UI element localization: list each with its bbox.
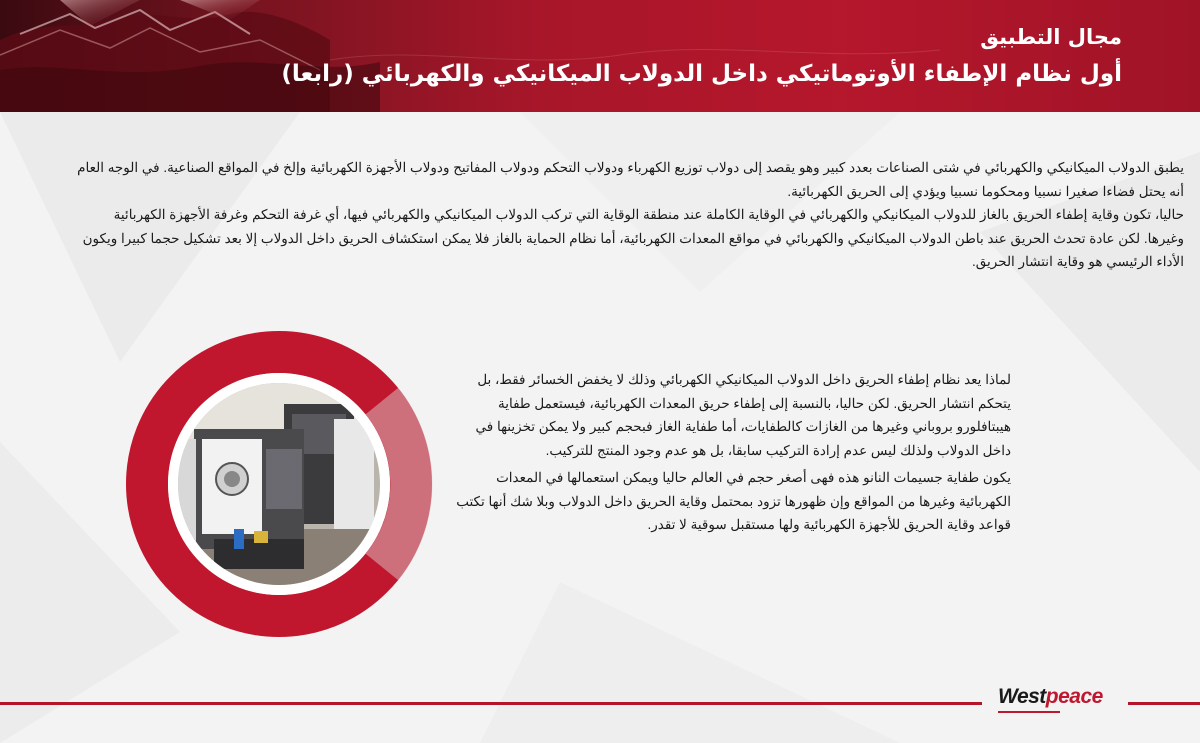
footer-divider-left [0, 702, 982, 705]
page-subtitle: أول نظام الإطفاء الأوتوماتيكي داخل الدولاب الميكانيكي والكهربائي (رابعا) [281, 61, 1122, 87]
logo-underline [998, 711, 1060, 713]
photo-ring [124, 329, 434, 639]
westpeace-logo [998, 683, 1122, 719]
why-paragraph: لماذا يعد نظام إطفاء الحريق داخل الدولاب الميكانيكي الكهربائي وذلك لا يخفض الخسائر فقط، بل يتحكم انتشار الحريق. لكن حاليا، بالنسبة إلى إطفاء حريق المعدات الكهربائية، فيستعمل طفاية هيبتافلورو بروباني وغيرها من الغازات كالطفايات، أما طفاية الغاز فبحجم كبير ولا يمكن تخزينها في داخل الدولاب ولذلك ليس عدم إرادة التركيب سابقا، بل هو عدم وجود المنتج للتركيب. [475, 372, 1011, 458]
footer-divider-right [1128, 702, 1200, 705]
page-title: مجال التطبيق [980, 25, 1122, 49]
logo-text-west: West [998, 685, 1046, 708]
banner-texture [0, 0, 1200, 112]
logo-text-peace: peace [1045, 685, 1103, 708]
intro-section [70, 156, 1184, 274]
why-paragraph: يكون طفاية جسيمات النانو هذه فهى أصغر حجم في العالم حاليا ويمكن استعمالها في المعدات الكهربائية وغيرها من المواقع وإن ظهورها تزود بمحتمل وقاية الحريق داخل الدولاب وبلا شك أنها تكتب قواعد وقاية الحريق للأجهزة الكهربائية ولها مستقبل سوقية لا تقدر. [456, 470, 1011, 532]
intro-paragraph: يطبق الدولاب الميكانيكي والكهربائي في شتى الصناعات بعدد كبير وهو يقصد إلى دولاب توزيع الكهرباء ودولاب التحكم ودولاب المفاتيح ودولاب الأجهزة الكهربائية وإلخ في المواقع الصناعية. في الوجه العام أنه يحتل فضاءا صغيرا نسبيا ومحكوما نسبيا ويؤدي إلى الحريق الكهربائية. [77, 160, 1184, 199]
intro-paragraph: حاليا، تكون وقاية إطفاء الحريق بالغاز للدولاب الميكانيكي والكهربائي في الوقاية الكاملة عند منطقة الوقاية التي تركب الدولاب الميكانيكي والكهربائي فيها، أي غرفة التحكم وغرفة الأجهزة الكهربائية وغيرها. لكن عادة تحدث الحريق عند باطن الدولاب الميكانيكي والكهربائي في مواقع المعدات الكهربائية، أما نظام الحماية بالغاز فلا يمكن استكشاف الحريق داخل الدولاب إلا بعد تشكيل حجما كبيرا ويكون الأداء الرئيسي هو وقاية انتشار الحريق. [82, 207, 1184, 269]
why-section [455, 368, 1011, 541]
header-banner [0, 0, 1200, 112]
electrical-cabinet-photo [174, 379, 384, 589]
